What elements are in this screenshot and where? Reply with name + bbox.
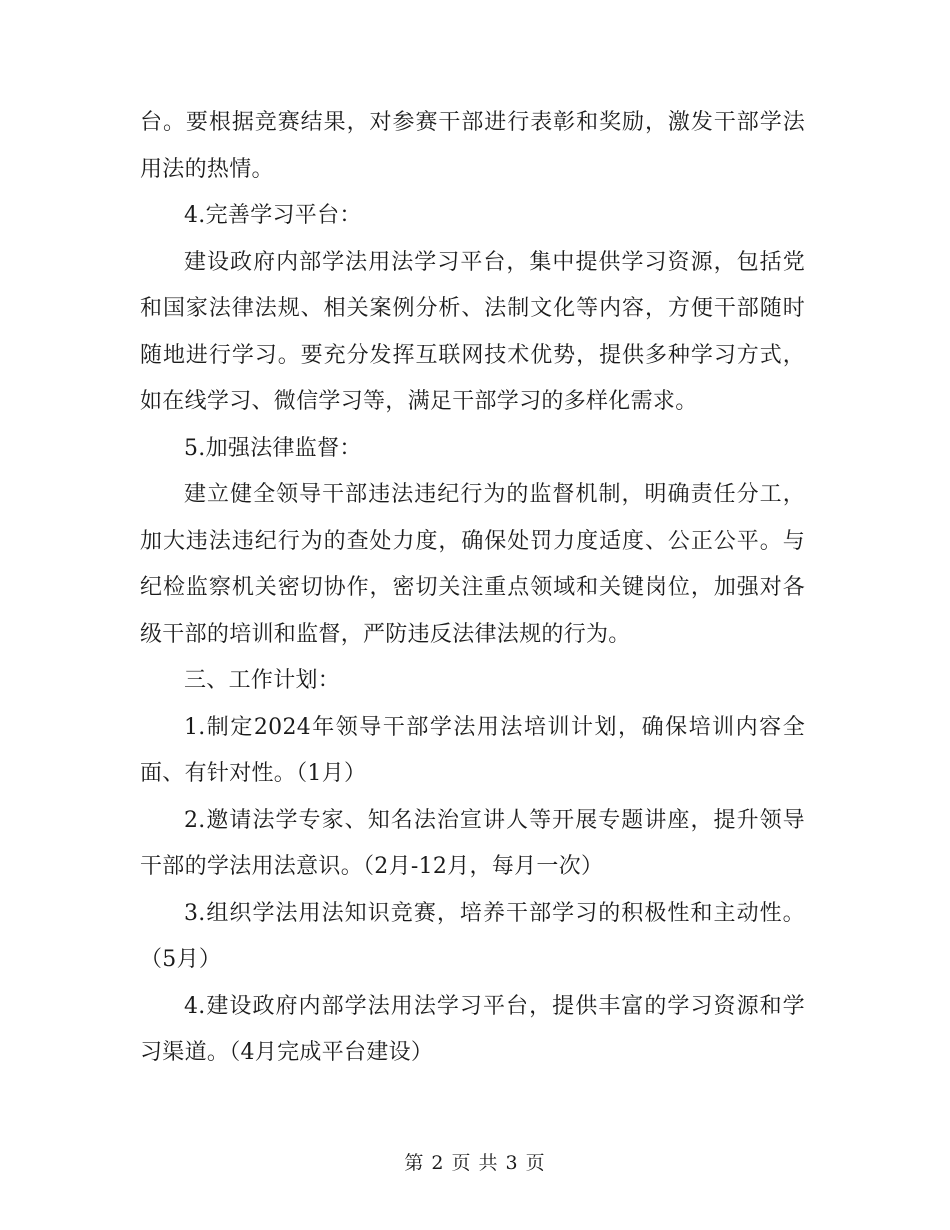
plan-item-4: 4.建设政府内部学法用法学习平台，提供丰富的学习资源和学习渠道。（4月完成平台建设） <box>140 993 805 1065</box>
plan-item-3: 3.组织学法用法知识竞赛，培养干部学习的积极性和主动性。（5月） <box>140 900 805 972</box>
heading-improve-platform: 4.完善学习平台： <box>184 203 362 228</box>
plan-item-1: 1.制定2024年领导干部学法用法培训计划，确保培训内容全面、有针对性。（1月） <box>140 714 805 786</box>
paragraph-platform: 建设政府内部学法用法学习平台，集中提供学习资源，包括党和国家法律法规、相关案例分析、法制文化等内容，方便干部随时随地进行学习。要充分发挥互联网技术优势，提供多种学习方式，如在线学习、微信学习等，满足干部学习的多样化需求。 <box>140 249 805 414</box>
paragraph-continuation: 台。要根据竞赛结果，对参赛干部进行表彰和奖励，激发干部学法用法的热情。 <box>140 110 805 182</box>
paragraph-supervision: 建立健全领导干部违法违纪行为的监督机制，明确责任分工，加大违法违纪行为的查处力度，确保处罚力度适度、公正公平。与纪检监察机关密切协作，密切关注重点领域和关键岗位，加强对各级干部的培训和监督，严防违反法律法规的行为。 <box>140 482 805 647</box>
page-number-footer: 第 2 页 共 3 页 <box>404 1152 546 1174</box>
document-body <box>140 100 805 1077</box>
heading-legal-supervision: 5.加强法律监督： <box>184 435 362 461</box>
plan-item-2: 2.邀请法学专家、知名法治宣讲人等开展专题讲座，提升领导干部的学法用法意识。（2月-12月，每月一次） <box>140 807 805 879</box>
section-heading-work-plan: 三、工作计划： <box>184 668 341 693</box>
